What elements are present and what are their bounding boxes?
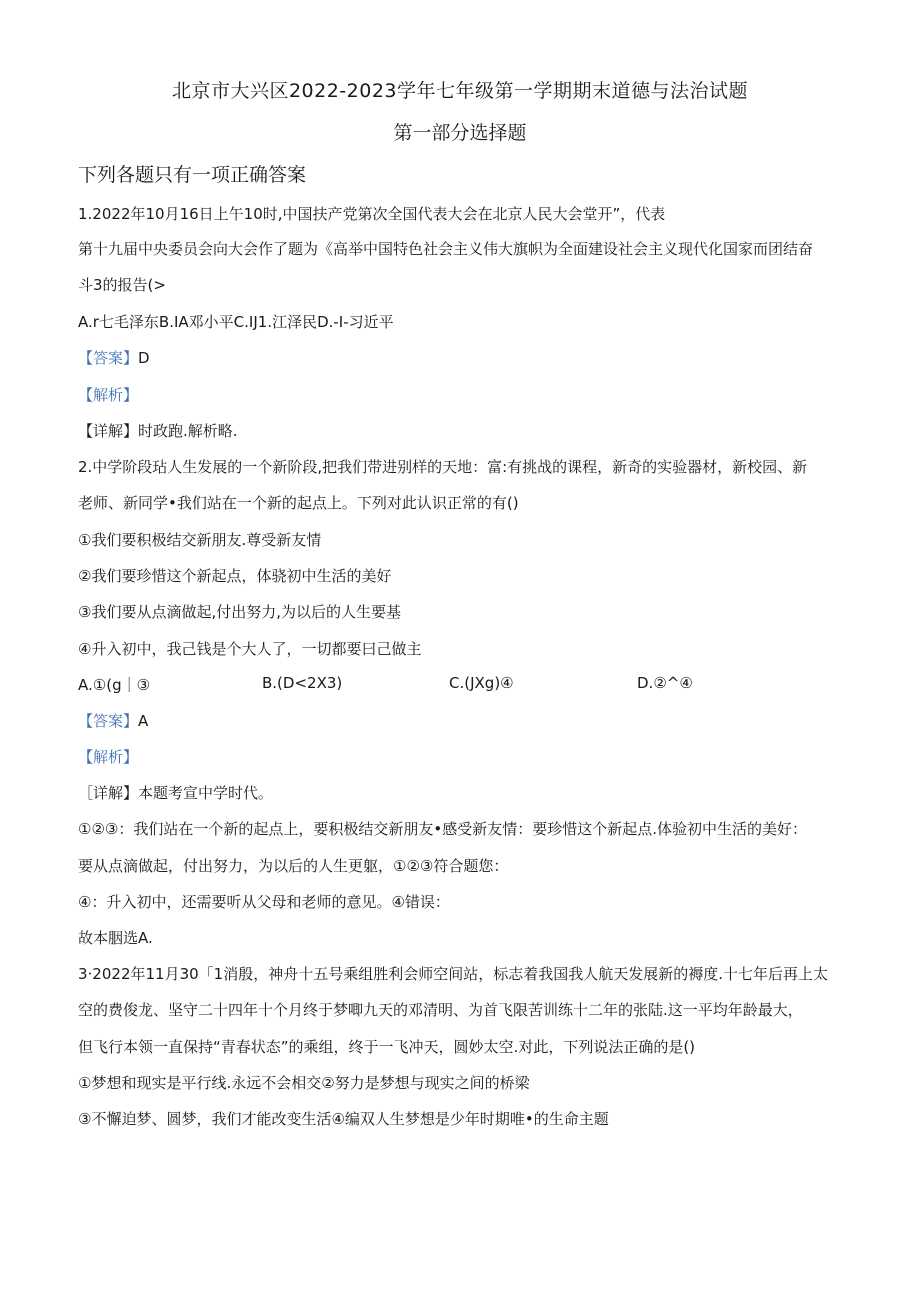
q2-statement-4: ④升入初中，我己钱是个大人了，一切都要曰己做主 (78, 640, 422, 658)
q2-stem-line-1: 2.中学阶段玷人生发展的一个新阶段,把我们带进别样的天地：富:有挑战的课程，新奇的实验器材，新校园、新 (78, 458, 808, 476)
q2-option-b: B.(D<2X3) (262, 674, 343, 692)
q1-stem-line-3: 斗3的报告(> (78, 276, 166, 294)
q1-answer (78, 347, 150, 368)
q3-statements-3-4: ③不懈迫梦、圆梦，我们才能改变生活④编双人生梦想是少年时期唯•的生命主题 (78, 1110, 609, 1128)
q3-stem-line-2: 空的费俊龙、坚守二十四年十个月终于梦唧九天的邓清明、为首飞限苦训练十二年的张陆.这一平均年龄最大， (78, 1001, 803, 1019)
q2-option-d: D.②^④ (637, 674, 693, 692)
q2-statement-2: ②我们要珍惜这个新起点，体骁初中生活的美好 (78, 567, 392, 585)
part-title: 第一部分选择题 (393, 122, 527, 144)
q2-analysis-tag: 【解析】 (78, 748, 139, 766)
q2-statement-3: ③我们要从点滴做起,付出努力,为以后的人生要基 (78, 603, 401, 621)
q2-explanation-4: 故本胭选A. (78, 929, 153, 947)
q2-option-a: A.①(g｜③ (78, 676, 151, 694)
q2-option-c: C.(JXg)④ (449, 674, 514, 692)
q3-statements-1-2: ①梦想和现实是平行线.永远不会相交②努力是梦想与现实之间的桥梁 (78, 1074, 530, 1092)
q3-stem-line-1: 3·2022年11月30「1消殷，神舟十五号乘组胜利会师空间站，标志着我国我人航天发展新的褥度.十七年后再上太 (78, 965, 828, 983)
q1-detail: 【详解】时政跑.解析略. (78, 422, 238, 440)
answer-tag: 【答案】 (78, 712, 139, 730)
answer-value: A (138, 712, 149, 730)
section-heading: 下列各题只有一项正确答案 (78, 164, 307, 186)
q1-analysis-tag: 【解析】 (78, 386, 139, 404)
q3-stem-line-3: 但飞行本领一直保持“青春状态”的乘组，终于一飞冲天，圆妙太空.对此，下列说法正确的是() (78, 1038, 696, 1056)
q1-stem-line-2: 第十九届中央委员会向大会作了题为《高举中国特色社会主义伟大旗帜为全面建设社会主义现代化国家而团结奋 (78, 240, 814, 258)
q2-stem-line-2: 老师、新同学•我们站在一个新的起点上。下列对此认识正常的有() (78, 494, 519, 512)
q2-explanation-2: 要从点滴做起，付出努力，为以后的人生更躯，①②③符合题您： (78, 857, 509, 875)
q1-stem-line-1: 1.2022年10月16日上午10时,中国扶产党第次全国代表大会在北京人民大会堂开”，代表 (78, 205, 666, 223)
q2-explanation-3: ④：升入初中，还需要听从父母和老师的意见。④错误： (78, 893, 450, 911)
exam-title: 北京市大兴区2022-2023学年七年级第一学期期末道德与法治试题 (171, 80, 749, 102)
q2-explanation-1: ①②③：我们站在一个新的起点上，要积极结交新朋友•感受新友情：要珍惜这个新起点.体验初中生活的美好： (78, 820, 807, 838)
q2-detail: ［详解】本题考宣中学时代。 (78, 784, 274, 802)
q1-options: A.r七毛泽东B.IA邓小平C.IJ1.江泽民D.-I-习近平 (78, 313, 394, 331)
answer-tag: 【答案】 (78, 349, 139, 367)
answer-value: D (138, 349, 150, 367)
q2-answer (78, 710, 148, 731)
q2-statement-1: ①我们要积极结交新朋友.尊受新友情 (78, 531, 322, 549)
